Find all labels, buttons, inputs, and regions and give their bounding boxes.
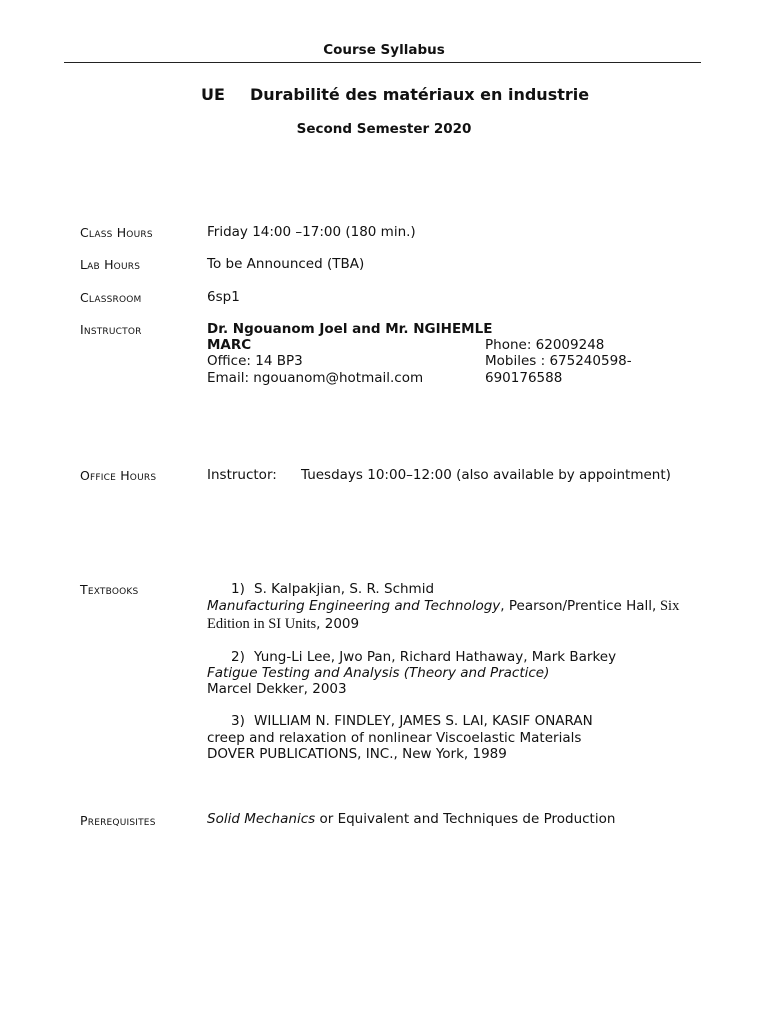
- textbook-3-publisher: DOVER PUBLICATIONS, INC., New York, 1989: [207, 746, 507, 762]
- textbook-3-number: 3): [231, 713, 245, 729]
- lab-hours-label: Lab Hours: [80, 257, 141, 272]
- ue-label: UE: [201, 85, 225, 104]
- textbook-3-title: creep and relaxation of nonlinear Viscoelastic Materials: [207, 730, 582, 746]
- prerequisites-italic: Solid Mechanics: [207, 811, 316, 827]
- classroom-label: Classroom: [80, 290, 142, 305]
- instructor-mobiles-cont: 690176588: [485, 370, 563, 386]
- textbook-1-title: Manufacturing Engineering and Technology: [207, 598, 501, 614]
- office-hours-value: Tuesdays 10:00–12:00 (also available by appointment): [301, 467, 671, 483]
- header-rule: [64, 62, 701, 63]
- office-hours-label: Office Hours: [80, 468, 157, 483]
- classroom-value: 6sp1: [207, 289, 240, 305]
- textbook-1-line2: [207, 598, 679, 615]
- instructor-phone: Phone: 62009248: [485, 337, 605, 353]
- lab-hours-value: To be Announced (TBA): [207, 256, 365, 272]
- office-hours-who: Instructor:: [207, 467, 277, 483]
- course-title: Durabilité des matériaux en industrie: [250, 85, 590, 104]
- instructor-names-cont: MARC: [207, 337, 252, 353]
- instructor-mobiles: Mobiles : 675240598-: [485, 353, 632, 369]
- document-header: Course Syllabus: [323, 42, 445, 58]
- semester-title: Second Semester 2020: [296, 121, 472, 137]
- textbook-1-edition-b: Edition in SI Units: [207, 616, 317, 632]
- textbook-2-number: 2): [231, 649, 245, 665]
- textbook-1-number: 1): [231, 581, 245, 597]
- instructor-label: Instructor: [80, 322, 142, 337]
- textbook-1-publisher: , Pearson/Prentice Hall,: [500, 598, 657, 614]
- textbook-1-year: , 2009: [316, 616, 360, 632]
- textbook-1-authors: S. Kalpakjian, S. R. Schmid: [254, 581, 435, 597]
- prerequisites-value: [207, 811, 615, 827]
- instructor-email: Email: ngouanom@hotmail.com: [207, 370, 424, 386]
- textbooks-label: Textbooks: [80, 582, 139, 597]
- class-hours-label: Class Hours: [80, 225, 153, 240]
- textbook-2-publisher: Marcel Dekker, 2003: [207, 681, 347, 697]
- textbook-3-authors: WILLIAM N. FINDLEY, JAMES S. LAI, KASIF ONARAN: [254, 713, 593, 729]
- textbook-1-edition-a: Six: [656, 598, 680, 614]
- prerequisites-label: Prerequisites: [80, 813, 156, 828]
- textbook-1-line3: [207, 616, 359, 633]
- instructor-names: Dr. Ngouanom Joel and Mr. NGIHEMLE: [207, 321, 493, 337]
- instructor-office: Office: 14 BP3: [207, 353, 303, 369]
- prerequisites-rest: or Equivalent and Techniques de Production: [315, 811, 616, 827]
- textbook-2-authors: Yung-Li Lee, Jwo Pan, Richard Hathaway, Mark Barkey: [254, 649, 617, 665]
- textbook-2-title: Fatigue Testing and Analysis (Theory and Practice): [207, 665, 550, 681]
- class-hours-value: Friday 14:00 –17:00 (180 min.): [207, 224, 416, 240]
